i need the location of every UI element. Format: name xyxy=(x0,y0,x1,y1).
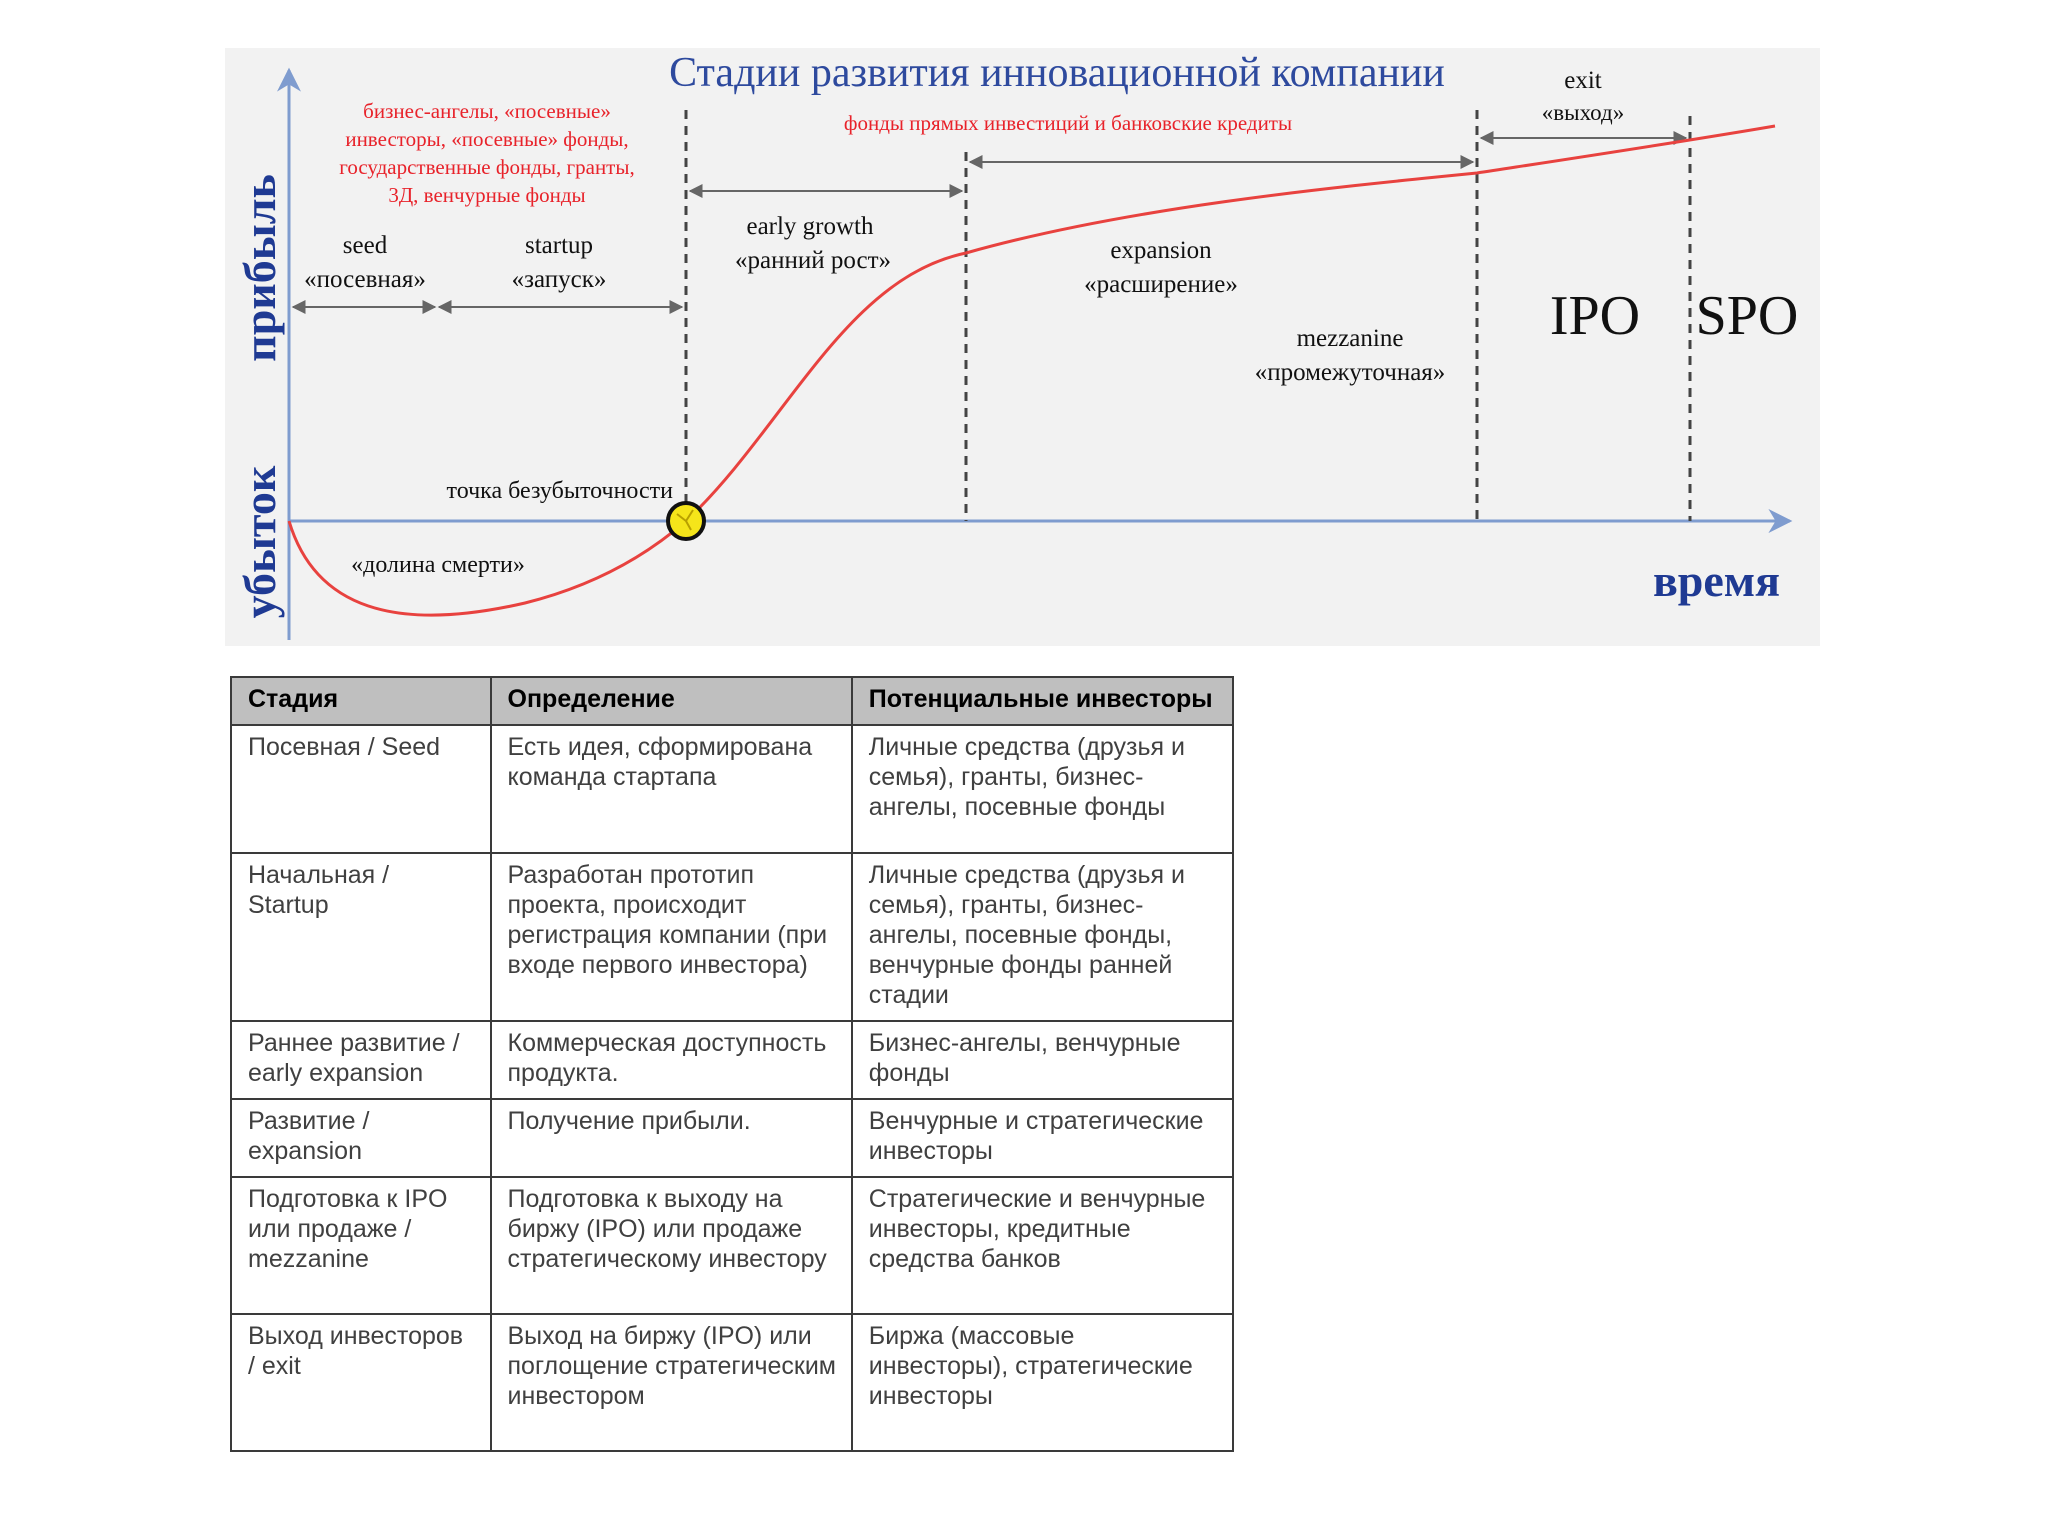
cell-investors: Личные средства (друзья и семья), гранты, бизнес-ангелы, посевные фонды xyxy=(852,725,1233,853)
cell-definition: Коммерческая доступность продукта. xyxy=(491,1021,852,1099)
early-investors-line: инвесторы, «посевные» фонды, xyxy=(345,127,629,151)
cell-investors: Личные средства (друзья и семья), гранты, бизнес-ангелы, посевные фонды, венчурные фонды ранней стадии xyxy=(852,853,1233,1021)
stage-expansion-ru: «расширение» xyxy=(1084,271,1238,298)
table-row xyxy=(231,1099,1233,1177)
exit-label-ru: «выход» xyxy=(1541,100,1625,125)
cell-investors: Венчурные и стратегические инвесторы xyxy=(852,1099,1233,1177)
stages-table xyxy=(230,676,1234,1452)
stage-early-growth-en: early growth xyxy=(746,213,874,240)
cell-definition: Получение прибыли. xyxy=(491,1099,852,1177)
ipo-label: IPO xyxy=(1549,285,1641,347)
cell-definition: Выход на биржу (IPO) или поглощение стратегическим инвестором xyxy=(491,1314,852,1451)
column-header-definition: Определение xyxy=(491,677,852,725)
breakeven-point-icon xyxy=(668,503,704,539)
stage-mezzanine-ru: «промежуточная» xyxy=(1254,359,1446,386)
early-investors-text xyxy=(339,99,634,207)
death-valley-label: «долина смерти» xyxy=(351,552,525,578)
stage-startup-en: startup xyxy=(524,232,594,259)
table-row xyxy=(231,725,1233,853)
stage-seed-en: seed xyxy=(342,232,388,259)
stage-expansion-en: expansion xyxy=(1110,237,1212,264)
cell-definition: Есть идея, сформирована команда стартапа xyxy=(491,725,852,853)
spo-label: SPO xyxy=(1695,285,1799,347)
cell-stage: Начальная / Startup xyxy=(231,853,491,1021)
y-axis-label-loss: убыток xyxy=(234,465,285,619)
cell-stage: Посевная / Seed xyxy=(231,725,491,853)
table-row xyxy=(231,853,1233,1021)
cell-stage: Подготовка к IPO или продаже / mezzanine xyxy=(231,1177,491,1314)
stage-dividers xyxy=(686,110,1690,521)
diagram-canvas xyxy=(225,48,1820,646)
stage-startup-ru: «запуск» xyxy=(511,266,607,293)
cell-stage: Развитие / expansion xyxy=(231,1099,491,1177)
cell-investors: Бизнес-ангелы, венчурные фонды xyxy=(852,1021,1233,1099)
cell-stage: Выход инвесторов / exit xyxy=(231,1314,491,1451)
breakeven-label: точка безубыточности xyxy=(446,478,673,504)
early-investors-line: 3Д, венчурные фонды xyxy=(388,183,586,207)
stage-seed-ru: «посевная» xyxy=(304,266,426,293)
diagram-title: Стадии развития инновационной компании xyxy=(669,50,1445,96)
cell-investors: Биржа (массовые инвесторы), стратегические инвесторы xyxy=(852,1314,1233,1451)
column-header-investors: Потенциальные инвесторы xyxy=(852,677,1233,725)
column-header-stage: Стадия xyxy=(231,677,491,725)
cell-investors: Стратегические и венчурные инвесторы, кредитные средства банков xyxy=(852,1177,1233,1314)
exit-label-en: exit xyxy=(1564,67,1602,94)
early-investors-line: бизнес-ангелы, «посевные» xyxy=(363,99,611,123)
table-row xyxy=(231,1021,1233,1099)
cell-definition: Разработан прототип проекта, происходит регистрация компании (при входе первого инвестора) xyxy=(491,853,852,1021)
y-axis-label-profit: прибыль xyxy=(234,174,285,362)
stage-mezzanine-en: mezzanine xyxy=(1296,325,1404,352)
x-axis-label: время xyxy=(1652,555,1780,606)
cell-stage: Раннее развитие / early expansion xyxy=(231,1021,491,1099)
table-row xyxy=(231,1177,1233,1314)
table-header-row xyxy=(231,677,1233,725)
stages-diagram xyxy=(225,48,1820,646)
early-investors-line: государственные фонды, гранты, xyxy=(339,155,635,179)
stage-early-growth-ru: «ранний рост» xyxy=(734,247,892,274)
cell-definition: Подготовка к выходу на биржу (IPO) или продаже стратегическому инвестору xyxy=(491,1177,852,1314)
table-row xyxy=(231,1314,1233,1451)
late-investors-text: фонды прямых инвестиций и банковские кредиты xyxy=(843,111,1293,135)
